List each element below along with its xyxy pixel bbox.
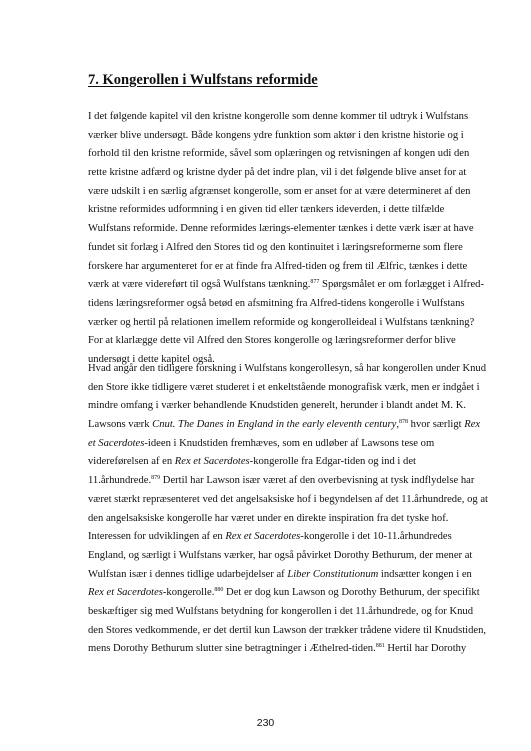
text-line [88, 239, 488, 258]
chapter-heading: 7. Kongerollen i Wulfstans reformide [88, 72, 318, 88]
text-run: Wulfstan især i dennes tidlige udarbejdelser af [88, 568, 288, 580]
text-line [88, 472, 488, 491]
text-line [88, 201, 488, 220]
text-line [88, 145, 488, 164]
text-run: videreførelsen af en [88, 456, 175, 468]
text-run: mens Dorothy Bethurum slutter sine betragtninger i Æthelred-tiden. [88, 643, 376, 655]
text-line [88, 491, 488, 510]
italic-text: et Sacerdotes [88, 437, 145, 449]
text-run: -ideen i Knudstiden fremhæves, som en udløber af Lawsons tese om [144, 437, 435, 449]
text-line [88, 435, 488, 454]
italic-text: Rex et Sacerdotes [88, 587, 163, 599]
text-line [88, 566, 488, 585]
text-line [88, 276, 488, 295]
page-number: 230 [256, 717, 275, 729]
text-line [88, 528, 488, 547]
text-line [88, 584, 488, 603]
text-line [88, 360, 488, 379]
text-run: undersøgt i dette kapitel også. [88, 353, 215, 365]
footnote-ref: 878 [399, 419, 409, 426]
text-line [88, 603, 488, 622]
text-line [88, 332, 488, 351]
text-run: Spørgsmålet er om forlægget i Alfred- [319, 279, 484, 291]
text-line [88, 416, 488, 435]
text-run: den Stores vedkommende, er det dertil kun Lawson der trækker trådene videre til Knudstiden, [88, 624, 487, 636]
text-run: den angelsaksiske kongerolle har været under en direkte inspiration fra det tyske hof. [88, 512, 449, 524]
text-run: fundet sit forlæg i Alfred den Stores tid og den kontinuitet i læringsreformerne som flere [88, 241, 463, 253]
text-run: -kongerolle i det 10-11.århundredes [300, 531, 452, 543]
text-line [88, 547, 488, 566]
text-run: været stærkt repræsenteret ved det angelsaksiske hof i begyndelsen af det 11.århundrede, og at [88, 493, 488, 505]
italic-text: Liber Constitutionum [287, 568, 379, 580]
text-line [88, 127, 488, 146]
text-line [88, 295, 488, 314]
text-run: værker og hertil på relationen imellem reformide og kongerolleideal i Wulfstans tænkning? [88, 316, 475, 328]
text-run: Hertil har Dorothy [384, 643, 467, 655]
text-run: forskere har argumenteret for er at finde fra Alfred-tiden og frem til Ælfric, tænkes i dette [88, 260, 468, 272]
text-line [88, 379, 488, 398]
text-run: Hvad angår den tidligere forskning i Wulfstans kongerollesyn, så har kongerollen under Knud [88, 363, 487, 374]
italic-text: Cnut. The Danes in England in the early eleventh century [152, 419, 397, 431]
text-line [88, 622, 488, 641]
footnote-ref: 881 [375, 643, 385, 650]
text-run: For at klarlægge dette vil Alfred den Stores kongerolle og læringsreformer derfor blive [88, 335, 456, 347]
text-run: Wulfstans reformide. Denne reformides lærings-elementer tænkes i dette værk især at have [88, 223, 474, 235]
text-line [88, 183, 488, 202]
text-line [88, 453, 488, 472]
text-run: -kongerolle. [162, 587, 215, 599]
text-run: værker blive undersøgt. Både kongens ydre funktion som aktør i den kristne historie og i [88, 129, 464, 141]
italic-text: Rex [464, 419, 481, 431]
text-run: den Store ikke tidligere været studeret i et enkeltstående monografisk værk, men er indgået i [88, 381, 480, 393]
text-line [88, 510, 488, 529]
text-run: Det er dog kun Lawson og Dorothy Bethurum, der specifikt [223, 587, 480, 599]
text-run: Dertil har Lawson især været af den overbevisning at tysk indflydelse har [160, 475, 475, 487]
text-run: tidens læringsreformer også betød en afsmitning fra Alfred-tidens kongerolle i Wulfstans [88, 297, 465, 309]
text-line [88, 314, 488, 333]
text-run: være udskilt i en særlig afgrænset kongerolle, som er anset for at være determineret af den [88, 185, 471, 197]
text-line [88, 640, 488, 659]
text-line [88, 164, 488, 183]
text-run: kristne reformides udformning i en given tid eller tænkers ideverden, i dette tilfælde [88, 204, 445, 216]
text-run: -kongerolle fra Edgar-tiden og ind i det [249, 456, 416, 468]
text-line [88, 397, 488, 416]
italic-text: Rex et Sacerdotes [174, 456, 250, 468]
text-run: Lawsons værk [88, 419, 153, 431]
footnote-ref: 880 [214, 587, 224, 594]
text-run: forhold til den kristne reformide, såvel som oplæringen og retvisningen af kongen udi den [88, 148, 470, 160]
paragraph-2 [88, 360, 488, 659]
text-run: Interessen for udviklingen af en [88, 531, 226, 543]
text-line [88, 220, 488, 239]
text-run: indsætter kongen i en [378, 568, 472, 580]
italic-text: Rex et Sacerdotes [225, 531, 301, 543]
text-run: I det følgende kapitel vil den kristne kongerolle som denne kommer til udtryk i Wulfstans [88, 111, 469, 122]
text-run: rette kristne adfærd og kristne dyder på det indre plan, vil i det følgende blive anset for at [88, 167, 467, 179]
text-run: hvor særligt [408, 419, 465, 431]
text-run: 11.århundrede. [88, 475, 152, 487]
text-run: beskæftiger sig med Wulfstans betydning for kongerollen i det 11.århundrede, og for Knud [88, 605, 473, 617]
footnote-ref: 879 [151, 475, 161, 482]
text-run: mindre omfang i værker behandlende Knudstiden generelt, herunder i blandt andet M. K. [88, 400, 467, 412]
text-line [88, 258, 488, 277]
footnote-ref: 877 [310, 279, 320, 286]
text-run: , [396, 419, 400, 431]
text-line [88, 108, 488, 127]
paragraph-1 [88, 108, 488, 370]
text-run: England, og særligt i Wulfstans værker, har også påvirket Dorothy Bethurum, der mener at [88, 549, 473, 561]
text-run: værk at være videreført til også Wulfstans tænkning. [88, 279, 311, 291]
